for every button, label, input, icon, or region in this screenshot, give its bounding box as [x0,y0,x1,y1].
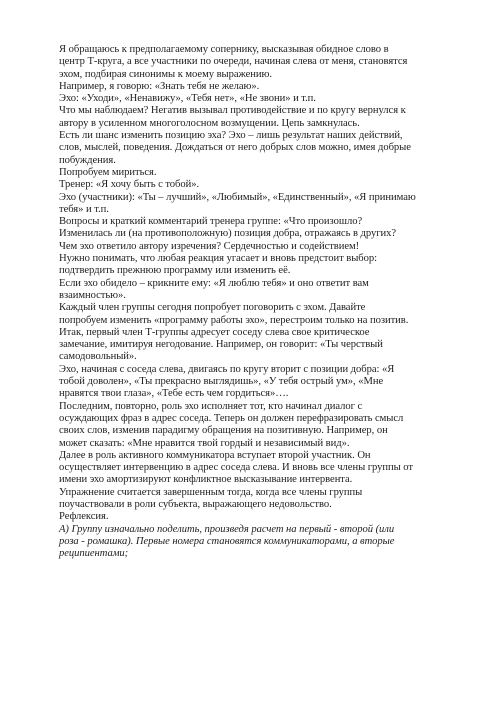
text-line: Если эхо обидело – крикните ему: «Я люблю тебя» и оно ответит вам [59,277,369,289]
text-line: осуждающих фраз в адрес соседа. Теперь он должен перефразировать смысл [59,412,404,424]
text-line: Последним, повторно, роль эхо исполняет тот, кто начинал диалог с [59,400,363,412]
text-line: подтвердить прежнюю программу или изменить её. [59,265,291,277]
text-line: Эхо (участники): «Ты – лучший», «Любимый», «Единственный», «Я принимаю [59,191,416,203]
text-line: замечание, имитируя негодование. Например, он говорит: «Ты черствый [59,339,383,351]
text-line: Далее в роль активного коммуникатора вступает второй участник. Он [59,449,371,461]
text-line: тобой доволен», «Ты прекрасно выглядишь», «У тебя острый ум», «Мне [59,376,384,388]
text-line: Эхо: «Уходи», «Ненавижу», «Тебя нет», «Не звони» и т.п. [59,93,316,105]
text-line: Попробуем мириться. [59,166,157,178]
section-label-reflection: Рефлексия. [59,511,109,523]
text-line: Эхо, начиная с соседа слева, двигаясь по кругу вторит с позиции добра: «Я [59,363,395,375]
text-line: слов, мыслей, поведения. Дождаться от него добрых слов можно, имея добрые [59,142,411,154]
text-line: взаимностью». [59,289,126,301]
italic-text-line: роза - ромашка). Первые номера становятся коммуникаторами, а вторые [59,535,395,547]
text-line: эхом, подбирая синонимы к моему выражению. [59,68,272,80]
text-line: центр Т-круга, а все участники по очереди, начиная слева от меня, становятся [59,56,408,68]
text-line: Изменилась ли (на противоположную) позиция добра, отражаясь в других? [59,228,397,240]
italic-text-line: реципиентами; [59,548,129,560]
text-line: побуждения. [59,154,116,166]
text-line: Каждый член группы сегодня попробует поговорить с эхом. Давайте [59,302,366,314]
text-line: Что мы наблюдаем? Негатив вызывал противодействие и по кругу вернулся к [59,105,406,117]
text-line: поучаствовали в роли субъекта, выражающего недовольство. [59,498,332,510]
text-line: может сказать: «Мне нравится твой гордый и независимый вид». [59,437,350,449]
text-line: имени эхо амортизируют конфликтное высказывание интервента. [59,474,353,486]
text-line: Тренер: «Я хочу быть с тобой». [59,179,200,191]
text-line: Я обращаюсь к предполагаемому сопернику, высказывая обидное слово в [59,44,389,55]
text-line: Вопросы и краткий комментарий тренера группе: «Что произошло? [59,216,363,228]
text-line: Итак, первый член Т-группы адресует соседу слева свое критическое [59,326,370,338]
text-line: нравятся твои глаза», «Тебе есть чем гордиться»…. [59,388,289,400]
text-line: своих слов, изменив парадигму обращения на позитивную. Например, он [59,425,388,437]
text-line: Упражнение считается завершенным тогда, когда все члены группы [59,486,363,498]
text-line: Есть ли шанс изменить позицию эха? Эхо – лишь результат наших действий, [59,130,403,142]
text-line: Например, я говорю: «Знать тебя не желаю». [59,80,260,92]
text-line: осуществляет интервенцию в адрес соседа слева. И вновь все члены группы от [59,462,413,474]
document-body [59,44,459,560]
text-line: Чем эхо ответило автору изречения? Сердечностью и содействием! [59,240,360,252]
text-line: тебя» и т.п. [59,203,109,215]
text-line: автору в усиленном многоголосном возмущении. Цепь замкнулась. [59,117,360,129]
italic-text-line: А) Группу изначально поделить, произведя расчет на первый - второй (или [59,523,395,535]
text-line: Нужно понимать, что любая реакция угасает и вновь предстоит выбор: [59,253,378,265]
text-line: попробуем изменить «программу работы эхо», перестроим только на позитив. [59,314,409,326]
text-line: самодовольный». [59,351,137,363]
